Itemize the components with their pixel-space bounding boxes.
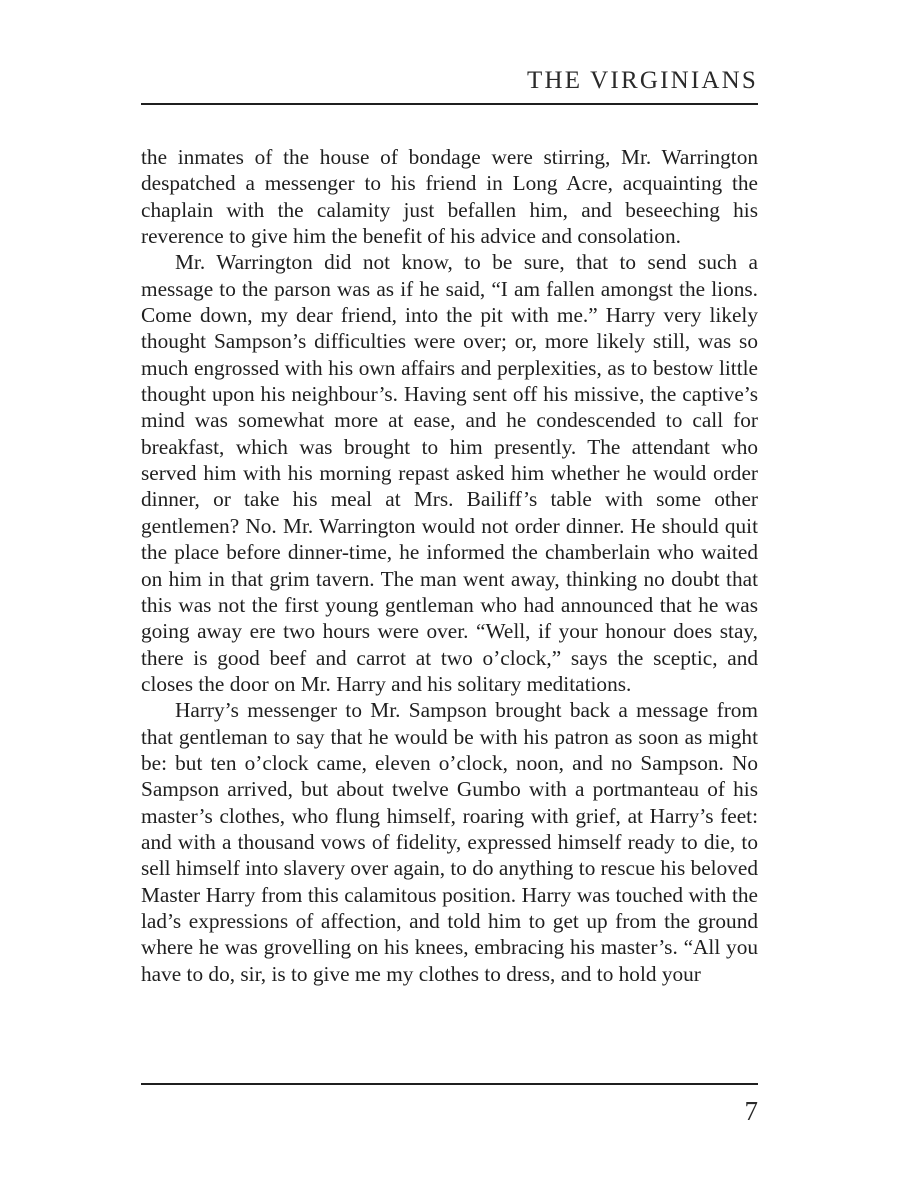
paragraph-2: Mr. Warrington did not know, to be sure, that to send such a message to the parson was as if he said, “I am fallen amongst the lions. Come down, my dear friend, into the pit with me.” Harry very likely thought Sampson’s difficulties were over; or, more likely still, was so much engrossed with his own affairs and perplexities, as to bestow little thought upon his neighbour’s. Having sent off his missive, the captive’s mind was somewhat more at ease, and he condescended to call for breakfast, which was brought to him presently. The attendant who served him with his morning repast asked him whether he would order dinner, or take his meal at Mrs. Bailiff’s table with some other gentlemen? No. Mr. Warrington would not order dinner. He should quit the place before dinner-time, he informed the chamberlain who waited on him in that grim tavern. The man went away, thinking no doubt that this was not the first young gentleman who had announced that he was going away ere two hours were over. “Well, if your honour does stay, there is good beef and carrot at two o’clock,” says the sceptic, and closes the door on Mr. Harry and his solitary meditations. xyxy=(141,250,758,696)
running-head-title: THE VIRGINIANS xyxy=(526,67,758,94)
header-rule xyxy=(141,103,758,105)
page-number: 7 xyxy=(744,1096,758,1126)
paragraph-3: Harry’s messenger to Mr. Sampson brought back a message from that gentleman to say that he would be with his patron as soon as might be: but ten o’clock came, eleven o’clock, noon, and no Sampson. No Sampson arrived, but about twelve Gumbo with a portmanteau of his master’s clothes, who flung himself, roaring with grief, at Harry’s feet: and with a thousand vows of fidelity, expressed himself ready to die, to sell himself into slavery over again, to do anything to rescue his beloved Master Harry from this calamitous position. Harry was touched with the lad’s expressions of affection, and told him to get up from the ground where he was grovelling on his knees, embracing his master’s. “All you have to do, sir, is to give me my clothes to dress, and to hold your xyxy=(141,698,758,986)
body-text xyxy=(141,144,758,987)
paragraph-1: the inmates of the house of bondage were stirring, Mr. Warrington despatched a messenger to his friend in Long Acre, acquainting the chaplain with the calamity just befallen him, and beseeching his reverence to give him the benefit of his advice and consolation. xyxy=(141,145,758,249)
footer-rule xyxy=(141,1083,758,1085)
